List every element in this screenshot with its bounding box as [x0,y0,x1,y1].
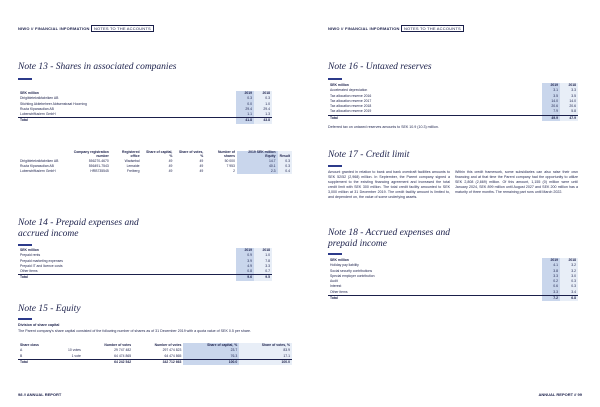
note14-title-line1: Note 14 - Prepaid expenses and [18,218,139,228]
page-footer-right [538,392,582,397]
column-header: Share of capital, % [183,343,239,348]
cell-value: 7.8 [254,259,272,264]
column-header: Number of shares [217,150,235,158]
cell-value: 43.8 [254,118,272,124]
column-header: Share of votes, % [178,150,204,158]
row-label: Prepaid rents [20,253,41,258]
cell-value: 3.4 [560,290,578,296]
cell-value: 342 712 663 [133,359,183,365]
cell-value: 100.0 [239,359,292,365]
cell-value: 0.3 [236,96,254,101]
cell-value: 2.3 [237,169,278,174]
cell-value: 49 [168,169,173,174]
cell-value: 3.3 [542,274,560,279]
cell-value: 0.9 [236,253,254,258]
cell-value: 23.7 [183,348,239,353]
column-header: 2018 [254,91,272,96]
cell-value: 7 953 [226,163,235,168]
note17-text-col1: Amount granted in relation to bank and bank overdraft facilities amounts to SEK 52/52 (2,968) million. In September, the Parent company signed a supplement to the existing financing agreement and increased the total credit limit with SEK 300 million. The total credit facility amounted to SEK 3,000 million at 31 December 2019. The credit facility amount is limited to, and dependent on, the value of some underlying assets. [328,170,450,200]
column-header: Registered office [122,150,140,158]
note15-text: The Parent company's share capital consisted of the following number of shares as of 31 December 2019 with a quota value of SEK 0.5 per share. [18,329,252,333]
cell-value: 50 000 [224,158,235,163]
cell-value: 3.3 [254,264,272,269]
cell-value: Lemaide [126,163,140,168]
column-header: SEK million [330,83,349,87]
cell-value [55,359,83,365]
row-label: Total [328,115,542,121]
cell-value: 49 [199,169,204,174]
row-label: Holiday pay liability [330,263,359,268]
table-row [18,169,292,174]
title-underline [18,318,32,320]
cell-value: 14.0 [560,99,578,104]
cell-value: 0.3 [278,164,292,169]
section-name: FINANCIAL INFORMATION [344,26,400,31]
section-tag: NOTES TO THE ACCOUNTS [91,25,154,32]
cell-value: 556491-7543 [88,163,109,168]
cell-value: 40.1 [237,164,278,169]
note18-table [328,258,578,301]
cell-value: 0.8 [236,269,254,275]
cell-value: 1.0 [254,102,272,107]
note18-title [328,228,450,250]
cell-value: 76.3 [183,354,239,360]
brand: NIWO [18,26,30,31]
row-label: Other items [20,269,38,274]
row-label: Tax allocation reserve 2017 [330,98,372,103]
cell-value: Freiberg [126,169,140,174]
row-label: Stichting Aktiebeheer Aldwenstraat Hoorning [20,101,87,106]
cell-value: 9.6 [236,275,254,281]
row-label: Total [328,296,542,302]
column-header: SEK million [20,91,39,95]
cell-value: 7.2 [542,296,560,302]
cell-value: 3.2 [560,263,578,268]
row-label: Lubenstriflusiern GmbH [20,112,56,117]
cell-value: 0.3 [560,284,578,289]
cell-value: 3.1 [542,88,560,93]
right-page [300,0,600,407]
column-header: 2018 [560,83,578,88]
row-label: Total [18,359,55,365]
cell-value: 2 [233,169,235,174]
section-tag: NOTES TO THE ACCOUNTS [401,25,464,32]
cell-value: 49 [168,163,173,168]
cell-value: 1.0 [254,253,272,258]
row-label: Audit [330,279,338,284]
page-number: 99 [577,392,582,397]
cell-value: 14.7 [237,159,278,164]
note13-table-associates [18,91,272,124]
separator: // [31,26,34,31]
cell-value: 49 [199,158,204,163]
column-header: 2018 [560,258,578,263]
cell-value: 3.3 [542,290,560,296]
row-label: Dirigibleteknikfabriken AB [20,96,59,101]
column-header [18,151,60,159]
cell-value: 20.6 [560,104,578,109]
note14-table [18,248,272,281]
row-label: B [20,353,23,358]
note18-title-line1: Note 18 - Accrued expenses and [328,228,450,238]
row-label: Tax allocation reserve 2016 [330,93,372,98]
note17-title: Note 17 - Credit limit [328,150,410,160]
row-label: Ruuta Kiparasolian AB [20,106,54,111]
cell-value: 6.8 [560,296,578,302]
note15-subheading: Division of share capital [18,323,60,327]
separator: // [574,392,577,397]
row-label: Other items [330,289,348,294]
row-label: Total [18,118,236,124]
row-label: Ruuta Kiparasolian AB [20,163,54,168]
note13-title: Note 13 - Shares in associated companies [18,62,177,72]
column-header: SEK million [20,248,39,252]
cell-value: 297 474 823 [162,348,182,353]
table-row [18,275,272,281]
column-header: Company registration number [73,150,109,158]
column-header: Result [278,151,292,159]
cell-value: 3.2 [560,269,578,274]
note16-table [328,83,578,121]
note16-footnote: Deferred tax on untaxed reserves amounts to SEK 10.9 (10.3) million. [328,125,439,129]
note18-title-line2: prepaid income [328,239,388,249]
column-header: 2019 SEK million Equity [237,151,278,159]
row-label: Lubenstriflusiern GmbH [20,169,56,174]
column-header: Share of capital, % [146,150,173,158]
note15-title: Note 15 - Equity [18,304,81,314]
cell-value: 4.1 [542,263,560,268]
row-label: Dirigibleteknikfabriken AB [20,158,59,163]
title-underline [328,253,342,255]
cell-value: 83.9 [239,348,292,353]
column-header: Number of votes [154,343,182,347]
footer-label: ANNUAL REPORT [26,392,62,397]
cell-value: 0.0 [236,102,254,107]
cell-value: 0.3 [254,96,272,101]
row-label: Special employer contribution [330,273,375,278]
table-row [328,296,578,302]
cell-value: 3.3 [560,88,578,93]
column-header: Share of votes, % [239,343,292,348]
cell-value: 49.9 [542,115,560,121]
cell-value: 0.6 [542,284,560,289]
cell-value: 64 474 865 [114,353,132,358]
separator: // [23,392,26,397]
column-header: 2019 [542,83,560,88]
cell-value: 5.8 [560,109,578,115]
cell-value: 41.8 [236,118,254,124]
cell-value: 17.1 [239,354,292,360]
cell-value: 49 [168,158,173,163]
table-row [18,118,272,124]
cell-value: 49 [199,163,204,168]
cell-value: 0.3 [560,279,578,284]
row-label: Total [18,275,236,281]
cell-value: 9.5 [254,275,272,281]
cell-value: 1.3 [254,112,272,118]
cell-value: 556270-4670 [88,158,109,163]
page-header-right [328,26,464,31]
cell-value: 1 vote [71,353,81,358]
cell-value: 14.0 [542,99,560,104]
column-header: Number of votes [104,343,132,347]
separator: // [341,26,344,31]
note14-title [18,218,139,240]
cell-value: 29 747 482 [114,348,132,353]
title-underline [328,165,342,167]
column-header: 2018 [254,248,272,253]
cell-value: 0.4 [278,169,292,174]
cell-value: 3.9 [236,259,254,264]
row-label: A [20,348,23,353]
column-header: SEK million [330,258,349,262]
cell-value: 3.0 [560,274,578,279]
cell-value: 1.1 [236,112,254,118]
cell-value: 100.0 [183,359,239,365]
section-name: FINANCIAL INFORMATION [34,26,90,31]
note16-title: Note 16 - Untaxed reserves [328,62,432,72]
column-header: 2019 [236,91,254,96]
page-number: 98 [18,392,23,397]
cell-value: 3.5 [542,94,560,99]
cell-value: 20.6 [542,104,560,109]
cell-value: 10 votes [68,348,81,353]
column-header: 2019 [542,258,560,263]
cell-value: 64 474 865 [164,353,182,358]
cell-value: 29.4 [254,107,272,112]
cell-value: 47.9 [560,115,578,121]
column-header: Share class [20,343,39,347]
cell-value: 0.3 [278,159,292,164]
row-label: Prepaid IT and licence costs [20,263,63,268]
cell-value: HRB735545 [90,169,109,174]
row-label: Social security contributions [330,268,373,273]
row-label: Interest [330,284,342,289]
note13-table-company-details [18,151,292,174]
cell-value: 0.7 [254,269,272,275]
note15-table [18,343,292,365]
cell-value: 3.5 [560,94,578,99]
table-row [328,115,578,121]
page-footer-left [18,392,61,397]
cell-value: 64 242 542 [83,359,133,365]
note14-title-line2: accrued income [18,229,79,239]
footer-label: ANNUAL REPORT [538,392,574,397]
cell-value: 4.9 [236,264,254,269]
cell-value: Wadsebal [124,158,140,163]
cell-value: 3.8 [542,269,560,274]
note17-text-col2: Within this credit framework, some subsidiaries can also raise their own financing and at that time the Parent company had the opportunity to utilize SEK 2,808 (2,669) million. Of this amount, 1,155 (0) million were until January 2024, SEK 899 million until August 2027 and SEK 200 million has a maturity of three months. The remaining part runs until March 2022. [455,170,578,195]
row-label: Prepaid marketing expenses [20,258,63,263]
table-header-row [18,151,292,159]
title-underline [328,78,342,80]
title-underline [18,244,32,246]
row-label: Tax allocation reserve 2018 [330,104,372,109]
title-underline [18,78,32,80]
row-label: Accelerated depreciation [330,88,368,93]
cell-value: 0.2 [542,279,560,284]
table-row [18,359,292,365]
row-label: Tax allocation reserve 2019 [330,109,372,114]
cell-value: 7.9 [542,109,560,115]
column-header: 2019 [236,248,254,253]
brand: NIWO [328,26,340,31]
cell-value: 29.4 [236,107,254,112]
page-header-left [18,26,154,31]
